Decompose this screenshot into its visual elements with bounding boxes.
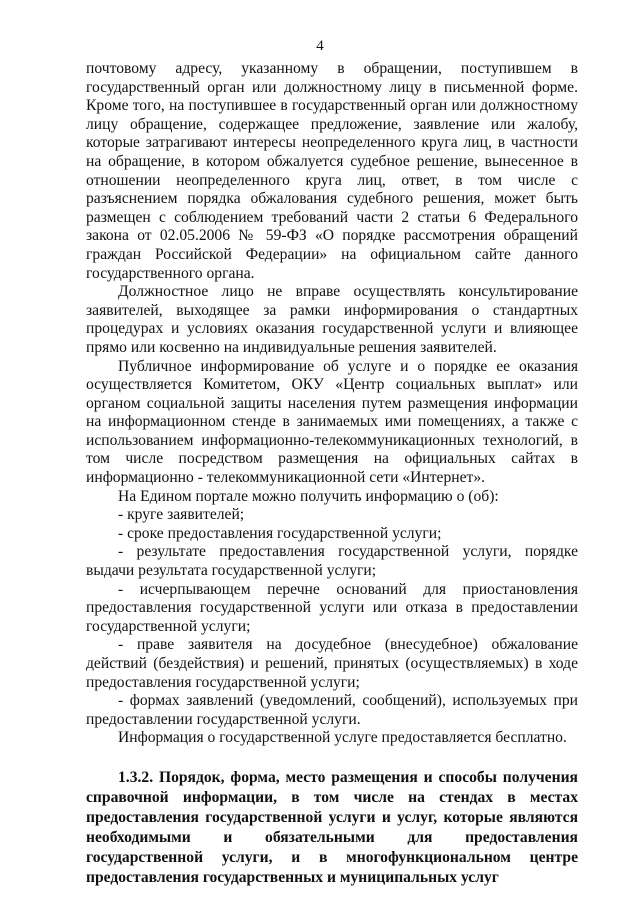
paragraph-official-restriction: Должностное лицо не вправе осуществлять консультирование заявителей, выходящее за рамки информирования о стандартных процедурах и условиях оказания государственной услуги и влияющее прямо или косвенно на индивидуальные решения заявителей. bbox=[86, 283, 578, 356]
document-body bbox=[86, 60, 578, 888]
paragraph-free-of-charge: Информация о государственной услуге предоставляется бесплатно. bbox=[118, 729, 567, 747]
list-item-appeal-right: - праве заявителя на досудебное (внесудебное) обжалование действий (бездействия) и решений, принятых (осуществляемых) в ходе предоставления государственной услуги; bbox=[86, 636, 578, 691]
paragraph-portal-intro: На Едином портале можно получить информацию о (об): bbox=[118, 487, 499, 505]
section-heading-1-3-2: 1.3.2. Порядок, форма, место размещения и способы получения справочной информации, в том числе на стендах в местах предоставления государственной услуги и услуг, которые являются необходимыми и обязательными для предоставления государственной услуги, и в многофункциональном центре предоставления государственных и муниципальных услуг bbox=[86, 768, 578, 886]
paragraph-public-information: Публичное информирование об услуге и о порядке ее оказания осуществляется Комитетом, ОКУ «Центр социальных выплат» или органом социальной защиты населения путем размещения информации на информационном стенде в занимаемых ими помещениях, а также с использованием информационно-телекоммуникационных технологий, в том числе посредством размещения на официальных сайтах в информационно - телекоммуникационной сети «Интернет». bbox=[86, 357, 578, 487]
list-item-applicants: - круге заявителей; bbox=[118, 506, 245, 524]
list-item-result: - результате предоставления государственной услуги, порядке выдачи результата государственной услуги; bbox=[86, 543, 578, 580]
paragraph-publication-of-answer: почтовому адресу, указанному в обращении, поступившем в государственный орган или должностному лицу в письменной форме. Кроме того, на поступившее в государственный орган или должностному лицу обращение, содержащее предложение, заявление или жалобу, которые затрагивают интересы неопределенного круга лиц, в частности на обращение, в котором обжалуется судебное решение, вынесенное в отношении неопределенного круга лиц, ответ, в том числе с разъяснением порядка обжалования судебного решения, может быть размещен с соблюдением требований части 2 статьи 6 Федерального закона от 02.05.2006 № 59-ФЗ «О порядке рассмотрения обращений граждан Российской Федерации» на официальном сайте данного государственного органа. bbox=[86, 60, 578, 282]
page-number: 4 bbox=[316, 38, 324, 54]
list-item-grounds: - исчерпывающем перечне оснований для приостановления предоставления государственной услуги или отказа в предоставлении государственной услуги; bbox=[86, 580, 578, 635]
list-item-application-forms: - формах заявлений (уведомлений, сообщений), используемых при предоставлении государственной услуги. bbox=[86, 692, 578, 728]
list-item-terms: - сроке предоставления государственной услуги; bbox=[118, 524, 442, 542]
